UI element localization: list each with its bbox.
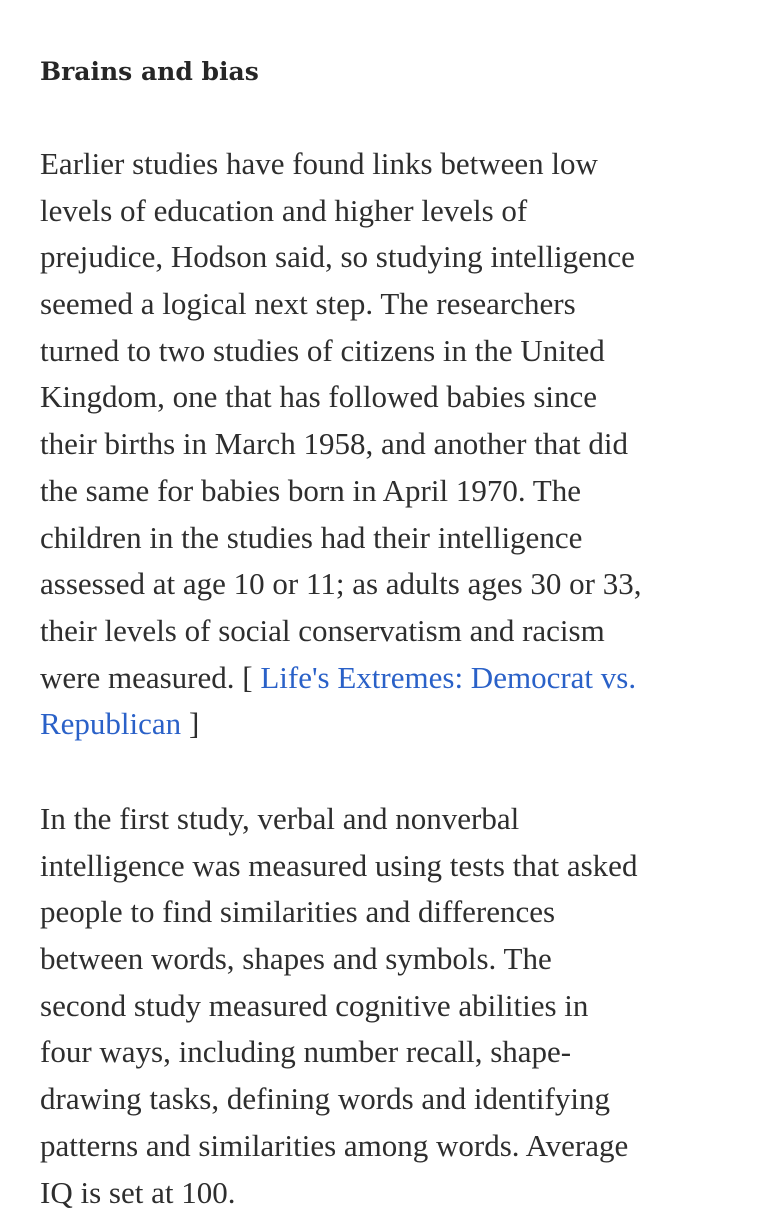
paragraph-2 (40, 796, 637, 1216)
paragraph-line: children in the studies had their intelligence (40, 515, 642, 562)
section-heading: Brains and bias (40, 53, 259, 91)
line-suffix: ] (181, 706, 199, 741)
paragraph-line: IQ is set at 100. (40, 1170, 637, 1216)
paragraph-line: In the first study, verbal and nonverbal (40, 796, 637, 843)
paragraph-line: patterns and similarities among words. Average (40, 1123, 637, 1170)
line-prefix: were measured. [ (40, 660, 260, 695)
paragraph-line: turned to two studies of citizens in the United (40, 328, 642, 375)
paragraph-line: second study measured cognitive abilities in (40, 983, 637, 1030)
paragraph-line: between words, shapes and symbols. The (40, 936, 637, 983)
paragraph-line: drawing tasks, defining words and identifying (40, 1076, 637, 1123)
related-article-link-continued[interactable]: Republican (40, 706, 181, 741)
paragraph-line: levels of education and higher levels of (40, 188, 642, 235)
paragraph-line: the same for babies born in April 1970. The (40, 468, 642, 515)
paragraph-line: assessed at age 10 or 11; as adults ages 30 or 33, (40, 561, 642, 608)
related-article-link[interactable]: Life's Extremes: Democrat vs. (260, 660, 636, 695)
paragraph-line: their births in March 1958, and another that did (40, 421, 642, 468)
paragraph-line: seemed a logical next step. The researchers (40, 281, 642, 328)
paragraph-line: Kingdom, one that has followed babies since (40, 374, 642, 421)
paragraph-line (40, 655, 642, 702)
paragraph-line: four ways, including number recall, shape- (40, 1029, 637, 1076)
paragraph-line: prejudice, Hodson said, so studying intelligence (40, 234, 642, 281)
paragraph-1 (40, 141, 642, 748)
paragraph-line: intelligence was measured using tests that asked (40, 843, 637, 890)
paragraph-line: people to find similarities and differences (40, 889, 637, 936)
paragraph-line: their levels of social conservatism and racism (40, 608, 642, 655)
paragraph-line (40, 701, 642, 748)
paragraph-line: Earlier studies have found links between low (40, 141, 642, 188)
